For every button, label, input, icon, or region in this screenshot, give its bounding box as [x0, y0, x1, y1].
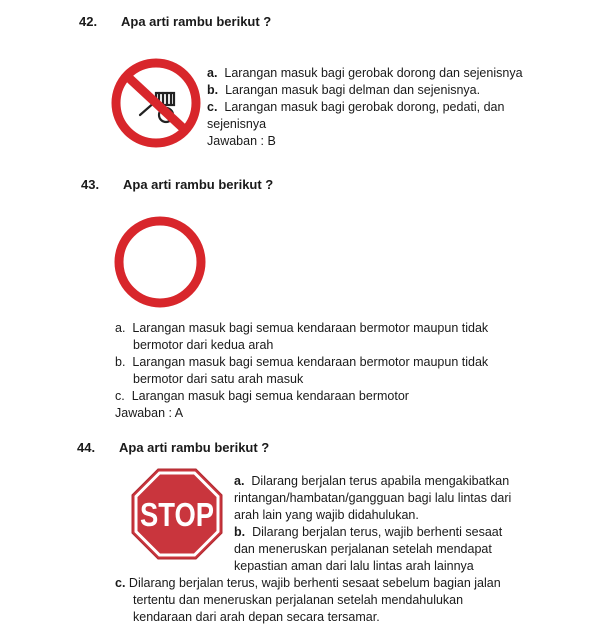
option-c: c. Larangan masuk bagi semua kendaraan bermotor [115, 389, 409, 403]
no-handcart-icon [110, 57, 202, 149]
question-42-heading [79, 14, 271, 29]
answer: Jawaban : A [115, 406, 184, 420]
question-43-heading [81, 177, 273, 192]
option-b: b. Dilarang berjalan terus, wajib berhenti sesaat [234, 525, 503, 539]
option-a-line-3: arah lain yang wajib didahulukan. [234, 508, 419, 522]
question-number: 43. [81, 177, 100, 192]
question-42-options [207, 65, 523, 150]
question-prompt: Apa arti rambu berikut ? [119, 440, 270, 455]
question-44-heading [77, 440, 269, 455]
question-prompt: Apa arti rambu berikut ? [123, 177, 274, 192]
option-c: c. Larangan masuk bagi gerobak dorong, pedati, dan [207, 100, 505, 114]
stop-sign-text: STOP [140, 496, 214, 533]
option-b-line-2: dan meneruskan perjalanan setelah mendapat [234, 542, 492, 556]
option-c-continued: sejenisnya [207, 117, 267, 131]
option-a: a. Dilarang berjalan terus apabila mengakibatkan [234, 474, 510, 488]
option-c-line-3: kendaraan dari arah depan secara tersamar. [133, 610, 380, 624]
question-44-options-ab [234, 473, 511, 575]
option-b: b. Larangan masuk bagi delman dan sejenisnya. [207, 83, 481, 97]
option-a: a. Larangan masuk bagi semua kendaraan bermotor maupun tidak [115, 321, 489, 335]
option-a-continued: bermotor dari kedua arah [133, 338, 274, 352]
question-prompt: Apa arti rambu berikut ? [121, 14, 272, 29]
option-b: b. Larangan masuk bagi semua kendaraan bermotor maupun tidak [115, 355, 489, 369]
question-number: 44. [77, 440, 96, 455]
answer: Jawaban : B [207, 134, 276, 148]
option-a-line-2: rintangan/hambatan/gangguan bagi lalu lintas dari [234, 491, 512, 505]
option-b-line-3: kepastian aman dari lalu lintas arah lainnya [234, 559, 474, 573]
question-44-option-c [115, 575, 501, 626]
option-c-line-2: tertentu dan meneruskan perjalanan setelah mendahulukan [133, 593, 464, 607]
option-c: c. Dilarang berjalan terus, wajib berhenti sesaat sebelum bagian jalan [115, 576, 501, 590]
option-a: a. Larangan masuk bagi gerobak dorong dan sejenisnya [207, 66, 523, 80]
stop-sign-icon [130, 467, 224, 561]
question-43-options [115, 320, 488, 422]
no-vehicles-circle-icon [113, 215, 207, 309]
option-b-continued: bermotor dari satu arah masuk [133, 372, 304, 386]
question-number: 42. [79, 14, 98, 29]
